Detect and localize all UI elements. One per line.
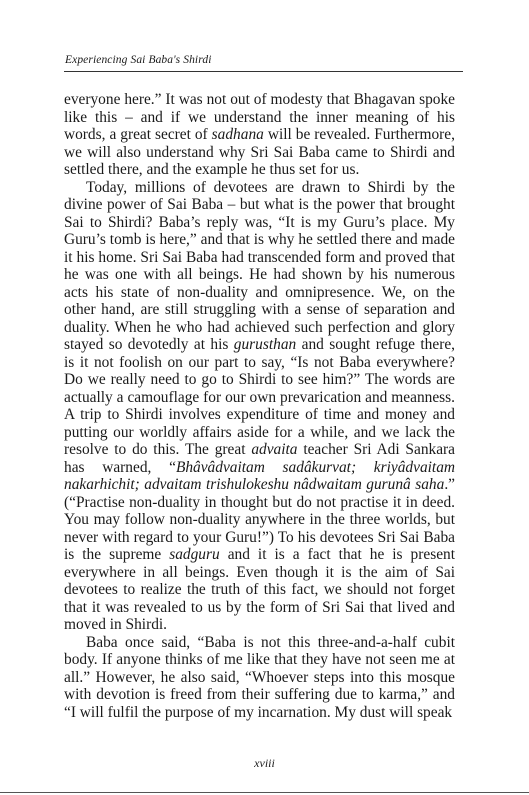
running-head: Experiencing Sai Baba's Shirdi	[65, 54, 212, 66]
text-run: Today, millions of devotees are drawn to Shirdi by the divine power of Sai Baba – but what is the power that brought Sai to Shirdi? Baba’s reply was, “It is my Guru’s place. My Guru’s tomb is here,” and that is why he settled there and made it his home. Sri Sai Baba had transcended form and proved that he was one with all beings. He had shown by his numerous acts his state of non-duality and omnipresence. We, on the other hand, are still struggling with a sense of separation and duality. When he who had achieved such perfection and glory stayed so devotedly at his	[64, 178, 455, 353]
paragraph	[64, 91, 455, 179]
text-run: will be revealed. Furthermore, we will also understand why Sri Sai Baba came to Shirdi and settled there, and the example he thus set for us.	[64, 126, 455, 178]
italic-term: gurusthan	[233, 336, 297, 353]
italic-term: sadhana	[211, 126, 264, 143]
bottom-rule	[0, 792, 529, 793]
text-run: everyone here.” It was not out of modesty that Bhagavan spoke like this – and if we understand the inner meaning of his words, a great secret of	[64, 91, 455, 143]
italic-term: sadguru	[169, 546, 220, 563]
italic-term: advaita	[251, 441, 298, 458]
text-run: teacher Sri Adi Sankara has warned, “	[64, 441, 456, 476]
italic-term: Bhâvâdvaitam sadâkurvat; kriyâdvaitam nakarhichit; advaitam trishulokeshu nâdwaitam gurunâ saha	[64, 458, 456, 493]
body-text	[64, 91, 455, 721]
header-rule	[64, 71, 463, 72]
text-run: .” (“Practise non-duality in thought but do not practise it in deed. You may follow non-duality anywhere in the three worlds, but never with regard to your Guru!”) To his devotees Sri Sai Baba is the supreme	[64, 476, 455, 563]
paragraph	[64, 634, 455, 722]
text-run: and it is a fact that he is present everywhere in all beings. Even though it is the aim of Sai devotees to realize the truth of this fact, we should not forget that it was revealed to us by the form of Sri Sai that lived and moved in Shirdi.	[64, 546, 455, 633]
text-run: and sought refuge there, is it not foolish on our part to say, “Is not Baba everywhere? Do we really need to go to Shirdi to see him?” The words are actually a camouflage for our own prevarication and meanness. A trip to Shirdi involves expenditure of time and money and putting our worldly affairs aside for a while, and we lack the resolve to do this. The great	[64, 336, 456, 458]
page-number: xviii	[254, 756, 275, 770]
text-run: Baba once said, “Baba is not this three-and-a-half cubit body. If anyone thinks of me like that they have not seen me at all.” However, he also said, “Whoever steps into this mosque with devotion is freed from their suffering due to karma,” and “I will fulfil the purpose of my incarnation. My dust will speak	[64, 633, 455, 721]
paragraph	[64, 179, 455, 634]
